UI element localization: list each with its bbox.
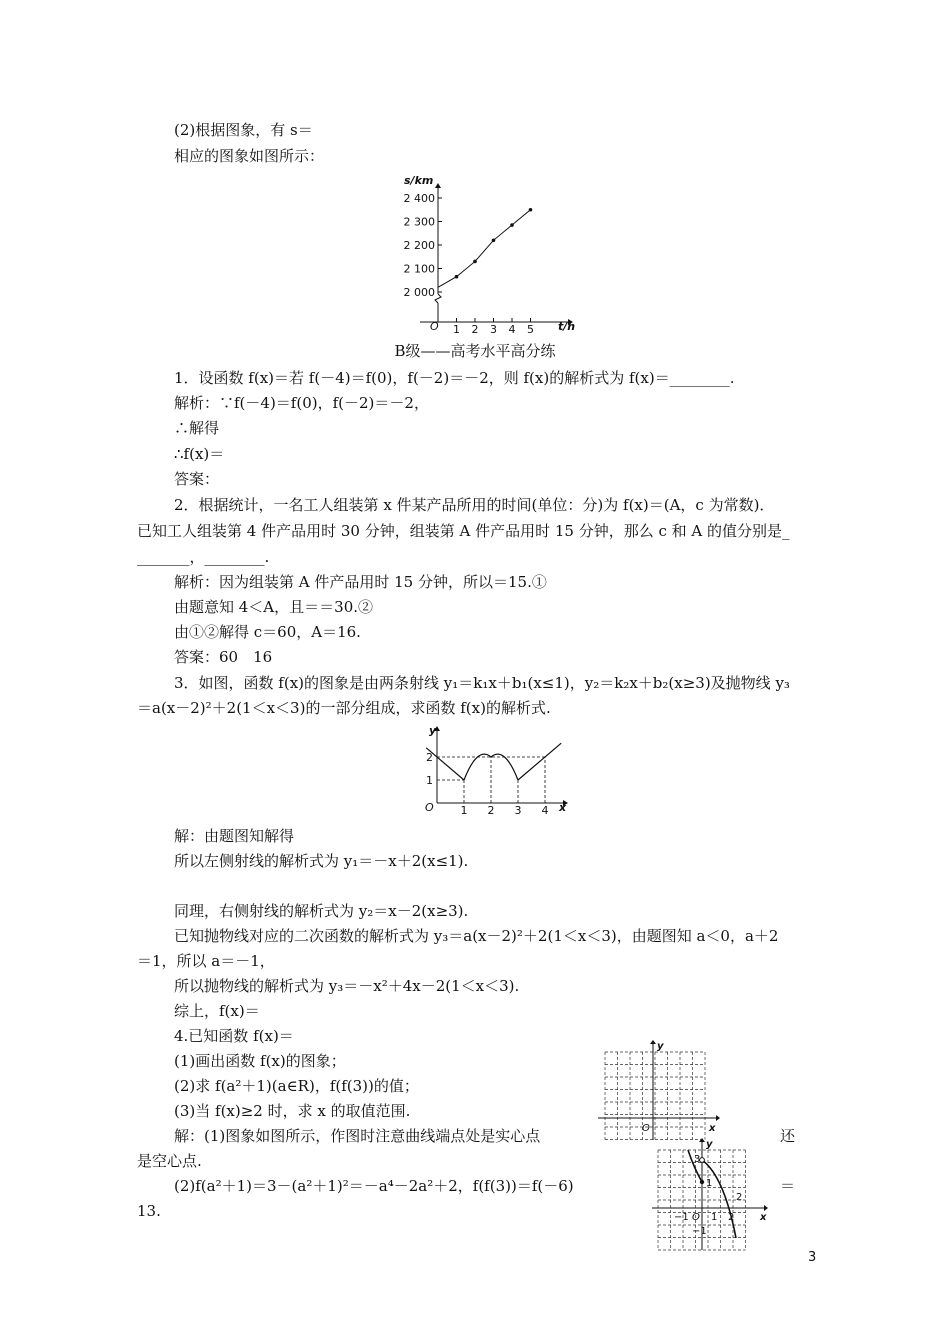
axis-break-mark (435, 294, 441, 303)
text-line: 由题意知 4＜A，且＝＝30.② (174, 598, 374, 616)
question-4-stem: 4.已知函数 f(x)＝ (174, 1027, 294, 1045)
y-tick-label: 2 (426, 751, 433, 764)
x-axis-label: x (559, 801, 567, 814)
x-tick-label: 3 (514, 804, 522, 817)
data-point (529, 208, 533, 212)
text-line: ＝1，所以 a＝－1， (137, 952, 275, 970)
data-point (473, 260, 477, 264)
distance-time-chart (400, 170, 590, 340)
text-line: 解析：∵f(－4)＝f(0)，f(－2)＝－2， (174, 394, 429, 412)
text-line: ∴f(x)＝ (174, 445, 225, 463)
text-line: 相应的图象如图所示： (174, 147, 325, 165)
tick-label: 1 (711, 1212, 718, 1223)
tick-label: 1 (706, 1178, 713, 1189)
question-3-stem: 3．如图，函数 f(x)的图象是由两条射线 y₁＝k₁x＋b₁(x≤1)，y₂＝k₂x＋b₂(x≥3)及抛物线 y₃ (174, 674, 790, 692)
x-tick-label: 4 (541, 804, 549, 817)
series-y2 (518, 743, 561, 780)
answer-line: 答案：60 16 (174, 648, 273, 666)
y-axis-label: y (429, 724, 437, 737)
tick-label: −1 (692, 1226, 707, 1237)
piecewise-function-chart (415, 725, 575, 820)
text-line: 13. (137, 1202, 161, 1220)
answer-line: 答案： (174, 470, 220, 488)
y-axis-arrow (435, 183, 441, 188)
text-line: 是空心点. (137, 1152, 202, 1170)
text-line: 解：(1)图象如图所示，作图时注意曲线端点处是实心点 (174, 1127, 541, 1145)
x-axis-label: x (709, 1123, 716, 1134)
tick-label: −1 (674, 1212, 689, 1223)
origin-label: O (692, 1212, 700, 1223)
empty-grid-figure (598, 1040, 720, 1140)
x-tick-label: 4 (508, 323, 516, 336)
tick-label: 2 (736, 1192, 743, 1203)
x-tick-label: 2 (471, 323, 479, 336)
x-axis-arrow (764, 1205, 768, 1211)
y-axis-arrow (650, 1040, 656, 1044)
y-tick-label: 2 400 (403, 192, 435, 205)
text-line: (2)根据图象，有 s＝ (174, 121, 313, 139)
question-1-stem: 1．设函数 f(x)＝若 f(－4)＝f(0)，f(－2)＝－2，则 f(x)的解析式为 f(x)＝________. (174, 369, 735, 387)
y-axis-label: y (706, 1139, 713, 1150)
y-tick-label: 2 100 (403, 262, 435, 276)
text-line: (3)当 f(x)≥2 时，求 x 的取值范围. (174, 1102, 411, 1120)
text-line: 解析：因为组装第 A 件产品用时 15 分钟，所以＝15.① (174, 573, 547, 591)
data-point (455, 275, 459, 279)
x-tick-label: 1 (460, 804, 468, 817)
data-point (492, 239, 496, 243)
text-line: 由①②解得 c＝60，A＝16. (174, 623, 361, 641)
text-line: (2)f(a²＋1)＝3－(a²＋1)²＝－a⁴－2a²＋2，f(f(3))＝f(－6) (174, 1177, 574, 1195)
text-line: _______，________. (137, 548, 270, 566)
text-line: 所以抛物线的解析式为 y₃＝－x²＋4x－2(1＜x＜3). (174, 977, 520, 995)
text-line: (1)画出函数 f(x)的图象； (174, 1052, 346, 1070)
y-tick-label: 1 (426, 774, 433, 787)
x-axis-label: x (760, 1212, 767, 1223)
text-line: 所以左侧射线的解析式为 y₁＝－x＋2(x≤1). (174, 852, 469, 870)
text-line: 同理，右侧射线的解析式为 y₂＝x－2(x≥3). (174, 902, 469, 920)
curve-right (702, 1160, 736, 1238)
function-graph-figure (652, 1138, 772, 1253)
y-tick-label: 2 300 (403, 215, 435, 229)
x-axis-label: t/h (558, 320, 576, 333)
series-line (438, 210, 531, 288)
text-line: 还 (780, 1127, 796, 1145)
x-tick-label: 2 (487, 804, 495, 817)
tick-label: 2 (728, 1212, 735, 1223)
text-line: 已知抛物线对应的二次函数的解析式为 y₃＝a(x－2)²＋2(1＜x＜3)，由题图知 a＜0，a＋2 (174, 927, 779, 945)
text-line: 已知工人组装第 4 件产品用时 30 分钟，组装第 A 件产品用时 15 分钟，那么 c 和 A 的值分别是_ (137, 522, 790, 540)
y-axis-arrow (699, 1138, 705, 1142)
x-tick-label: 3 (490, 323, 497, 336)
origin-label: O (430, 320, 439, 333)
tick-label: 3 (694, 1154, 701, 1165)
y-axis-label: s/km (404, 174, 434, 187)
x-tick-label: 1 (453, 323, 460, 336)
text-line: ∴解得 (174, 419, 220, 437)
x-axis-arrow (716, 1115, 720, 1121)
question-2-stem: 2．根据统计，一名工人组装第 x 件某产品所用的时间(单位：分)为 f(x)＝(A，c 为常数)． (174, 496, 775, 514)
page-number: 3 (808, 1250, 817, 1265)
section-title: B级——高考水平高分练 (394, 342, 556, 360)
text-line: (2)求 f(a²＋1)(a∈R)，f(f(3))的值； (174, 1077, 419, 1095)
y-tick-label: 2 200 (403, 239, 435, 252)
data-point (510, 223, 514, 227)
origin-label: O (425, 801, 434, 814)
solid-endpoint (700, 1180, 704, 1184)
y-tick-label: 2 000 (403, 286, 435, 299)
origin-label: O (642, 1123, 650, 1134)
x-tick-label: 5 (527, 323, 534, 336)
text-line: 解：由题图知解得 (174, 827, 295, 845)
text-line: 综上，f(x)＝ (174, 1002, 260, 1020)
text-line: ＝ (780, 1177, 796, 1195)
text-line: ＝a(x－2)²＋2(1＜x＜3)的一部分组成，求函数 f(x)的解析式. (137, 699, 551, 717)
y-axis-label: y (657, 1041, 664, 1052)
